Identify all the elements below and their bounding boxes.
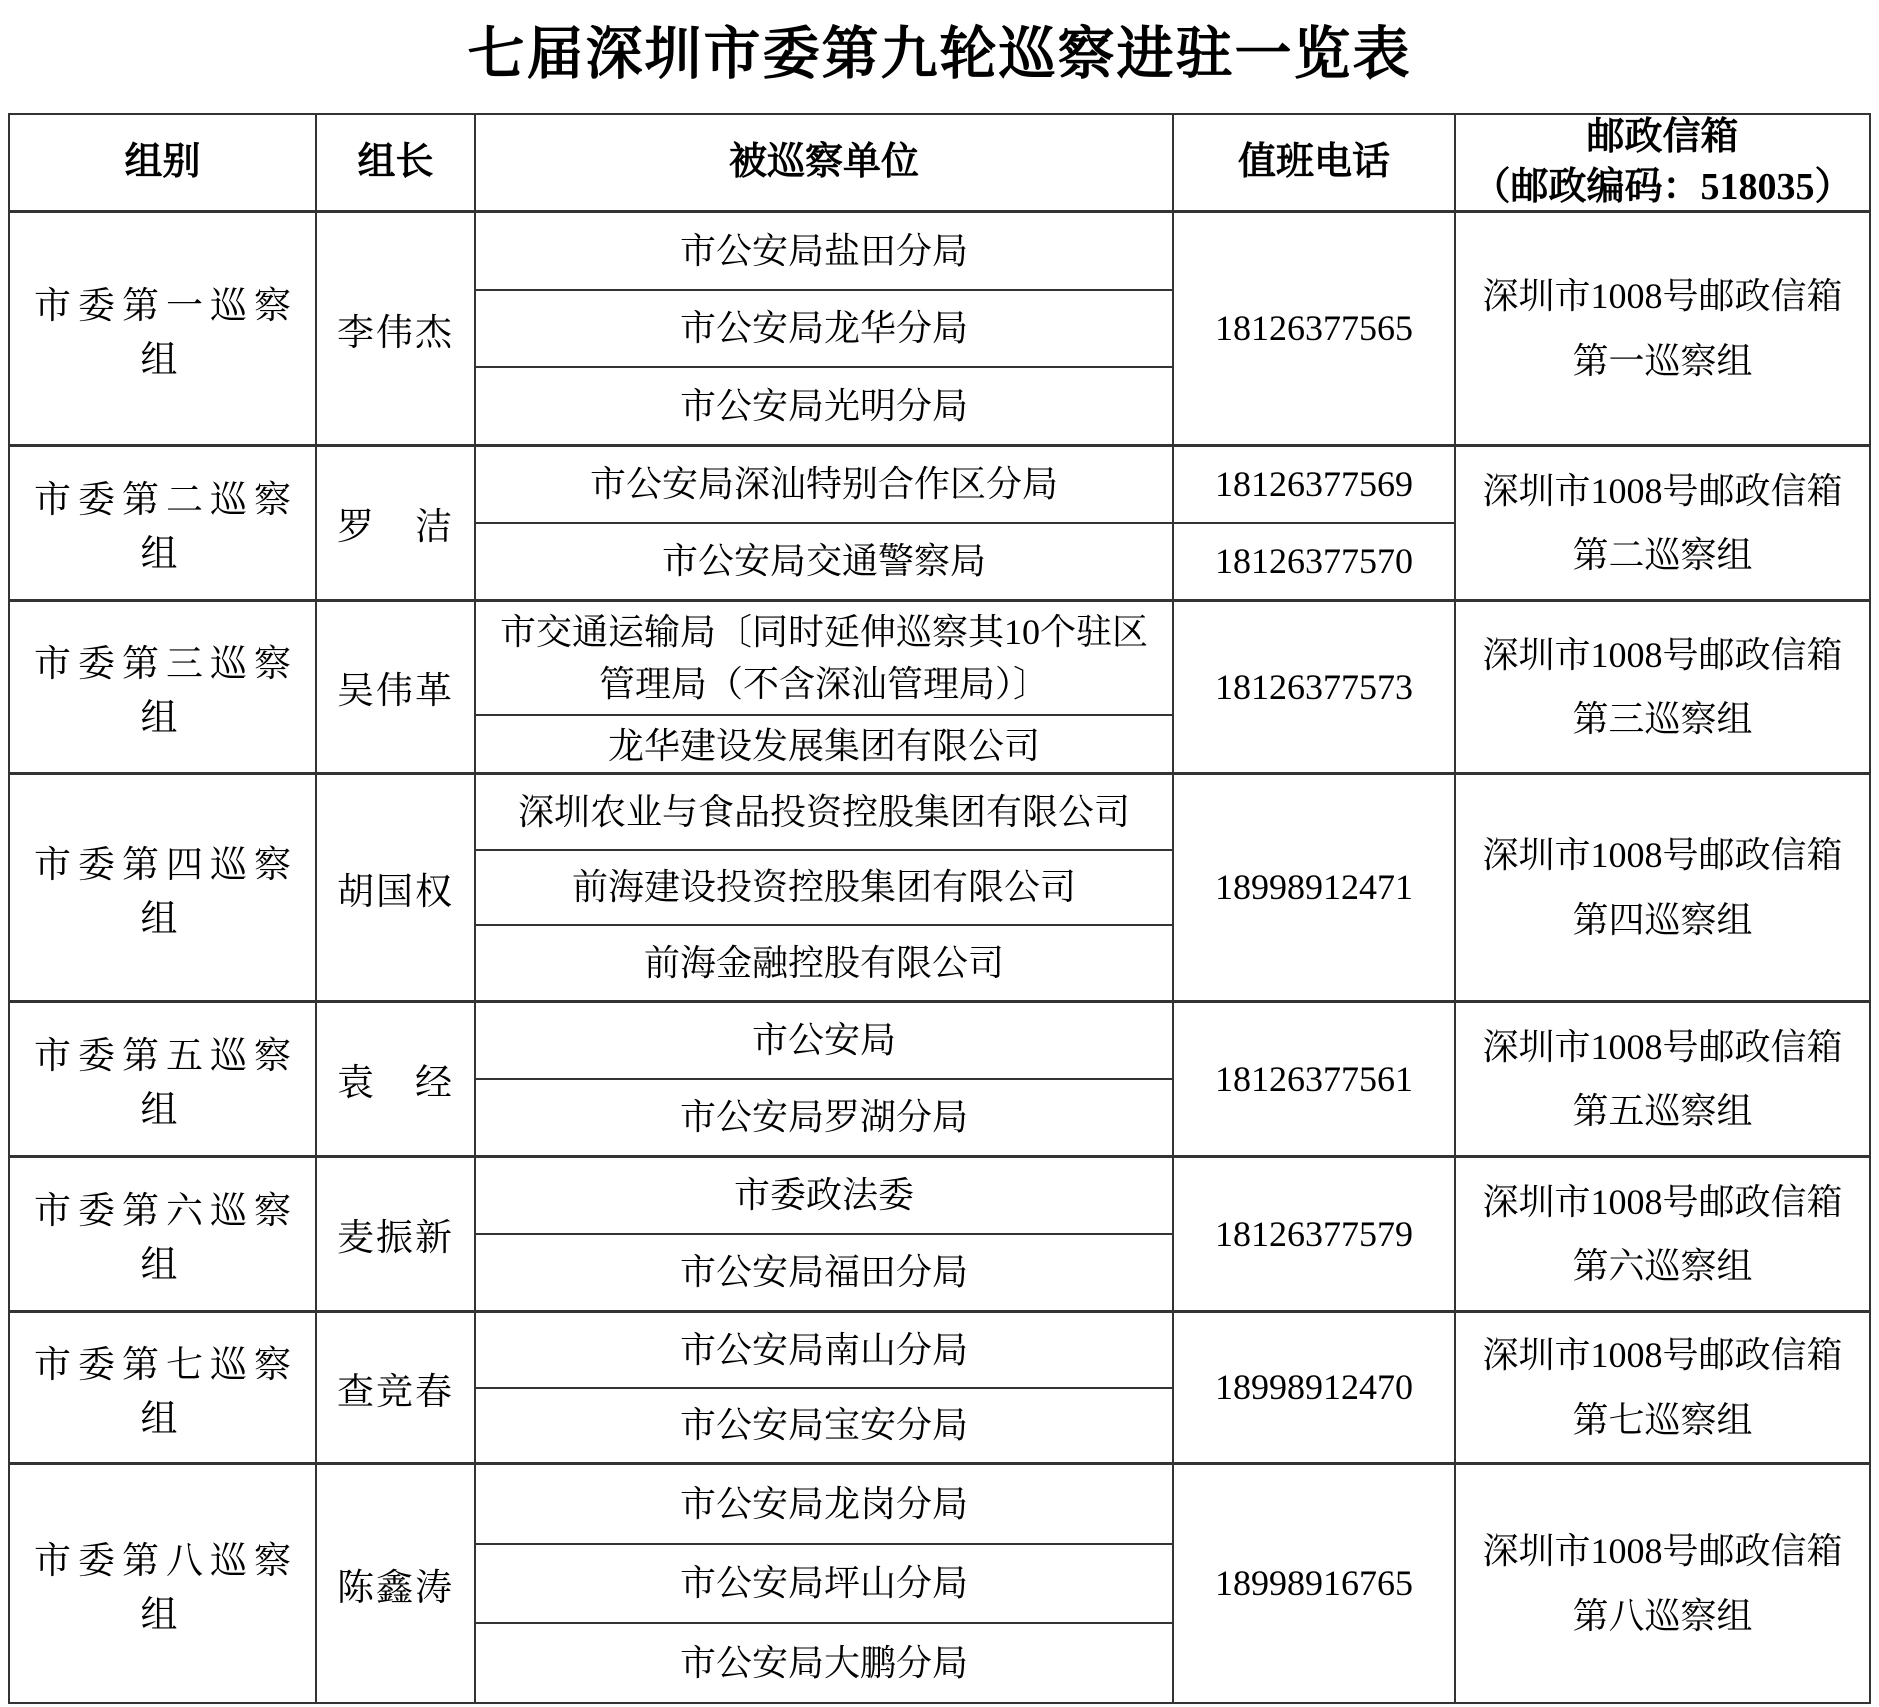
units-column [476, 1003, 1174, 1155]
table-row [10, 1310, 1869, 1462]
mailbox-line2: 第六巡察组 [1572, 1246, 1753, 1286]
unit-cell: 市交通运输局〔同时延伸巡察其10个驻区管理局（不含深汕管理局）〕 [499, 612, 1148, 705]
mailbox-line1: 深圳市1008号邮政信箱 [1482, 1531, 1843, 1572]
unit-cell: 市公安局深汕特别合作区分局 [589, 464, 1058, 505]
units-column [476, 447, 1174, 599]
phone-cell: 18998912470 [1215, 1367, 1413, 1408]
table-row [10, 444, 1869, 599]
header-units: 被巡察单位 [476, 115, 1174, 210]
unit-cell: 深圳农业与食品投资控股集团有限公司 [517, 791, 1130, 832]
page-title: 七届深圳市委第九轮巡察进驻一览表 [467, 23, 1412, 86]
mailbox-line1: 深圳市1008号邮政信箱 [1482, 1181, 1843, 1222]
units-column [476, 213, 1174, 444]
mailbox-cell [1456, 775, 1869, 1000]
unit-cell: 市公安局 [751, 1020, 896, 1061]
mailbox-line1: 深圳市1008号邮政信箱 [1482, 634, 1843, 675]
mailbox-cell [1456, 1158, 1869, 1310]
phone-cell: 18126377573 [1215, 666, 1413, 707]
mailbox-cell [1456, 602, 1869, 772]
unit-cell: 市委政法委 [733, 1175, 914, 1216]
mailbox-cell [1456, 1313, 1869, 1462]
leader-name-cell: 吴伟革 [317, 602, 476, 772]
table-row [10, 210, 1869, 444]
table-row [10, 599, 1869, 772]
leader-name-cell: 李伟杰 [317, 213, 476, 444]
phone-cell: 18126377570 [1174, 522, 1454, 599]
phone-cell: 18126377579 [1215, 1213, 1413, 1254]
units-column [476, 1313, 1174, 1462]
units-column [476, 775, 1174, 1000]
mailbox-line2: 第八巡察组 [1572, 1595, 1753, 1636]
mailbox-cell [1456, 213, 1869, 444]
group-name-cell: 市委第一巡察组 [10, 213, 317, 444]
leader-name-cell: 查竞春 [317, 1313, 476, 1462]
mailbox-line1: 深圳市1008号邮政信箱 [1482, 276, 1843, 317]
header-leader: 组长 [317, 115, 476, 210]
leader-name-cell: 罗 洁 [317, 447, 476, 599]
unit-cell: 龙华建设发展集团有限公司 [476, 714, 1172, 776]
mailbox-line2: 第二巡察组 [1572, 535, 1753, 575]
unit-cell: 市公安局龙岗分局 [679, 1483, 968, 1524]
mailbox-line2: 第四巡察组 [1572, 899, 1753, 940]
unit-cell: 市公安局罗湖分局 [476, 1078, 1172, 1155]
unit-cell: 市公安局龙华分局 [476, 289, 1172, 367]
leader-name-cell: 麦振新 [317, 1158, 476, 1310]
mailbox-line2: 第三巡察组 [1572, 699, 1753, 739]
phone-column [1174, 447, 1456, 599]
group-name-cell: 市委第七巡察组 [10, 1313, 317, 1462]
header-mailbox-line1: 邮政信箱 [1586, 116, 1739, 159]
header-group: 组别 [10, 115, 317, 210]
phone-column [1174, 1465, 1456, 1702]
group-name-cell: 市委第三巡察组 [10, 602, 317, 772]
phone-cell: 18998916765 [1215, 1563, 1413, 1604]
unit-cell: 市公安局福田分局 [476, 1233, 1172, 1310]
mailbox-line1: 深圳市1008号邮政信箱 [1482, 470, 1843, 511]
mailbox-cell [1456, 1003, 1869, 1155]
leader-name-cell: 胡国权 [317, 775, 476, 1000]
phone-column [1174, 602, 1456, 772]
table-row [10, 1000, 1869, 1155]
unit-cell: 前海金融控股有限公司 [476, 924, 1172, 1000]
table-row [10, 1155, 1869, 1310]
group-name-cell: 市委第八巡察组 [10, 1465, 317, 1702]
phone-column [1174, 1313, 1456, 1462]
leader-name-cell: 陈鑫涛 [317, 1465, 476, 1702]
unit-cell: 市公安局宝安分局 [476, 1387, 1172, 1463]
unit-cell: 市公安局大鹏分局 [476, 1622, 1172, 1702]
unit-cell: 市公安局坪山分局 [476, 1543, 1172, 1623]
units-column [476, 1158, 1174, 1310]
table-header-row [10, 115, 1869, 210]
mailbox-cell [1456, 447, 1869, 599]
mailbox-line2: 第五巡察组 [1572, 1091, 1753, 1131]
mailbox-line1: 深圳市1008号邮政信箱 [1482, 835, 1843, 876]
mailbox-line1: 深圳市1008号邮政信箱 [1482, 1026, 1843, 1067]
unit-cell: 市公安局光明分局 [476, 366, 1172, 444]
unit-cell: 市公安局南山分局 [679, 1329, 968, 1370]
units-column [476, 602, 1174, 772]
header-phone: 值班电话 [1174, 115, 1456, 210]
table-body [10, 210, 1869, 1702]
group-name-cell: 市委第四巡察组 [10, 775, 317, 1000]
mailbox-cell [1456, 1465, 1869, 1702]
group-name-cell: 市委第五巡察组 [10, 1003, 317, 1155]
phone-column [1174, 213, 1456, 444]
phone-cell: 18998912471 [1215, 867, 1413, 908]
group-name-cell: 市委第六巡察组 [10, 1158, 317, 1310]
phone-cell: 18126377569 [1215, 464, 1413, 505]
mailbox-line1: 深圳市1008号邮政信箱 [1482, 1335, 1843, 1376]
table-row [10, 1462, 1869, 1702]
mailbox-line2: 第一巡察组 [1572, 340, 1753, 381]
leader-name-cell: 袁 经 [317, 1003, 476, 1155]
phone-column [1174, 1158, 1456, 1310]
phone-cell: 18126377561 [1215, 1058, 1413, 1099]
unit-cell: 前海建设投资控股集团有限公司 [476, 849, 1172, 925]
phone-cell: 18126377565 [1215, 308, 1413, 349]
phone-column [1174, 1003, 1456, 1155]
group-name-cell: 市委第二巡察组 [10, 447, 317, 599]
table-row [10, 772, 1869, 1000]
header-mailbox-line2: （邮政编码：518035） [1472, 165, 1853, 208]
units-column [476, 1465, 1174, 1702]
phone-column [1174, 775, 1456, 1000]
unit-cell: 市公安局交通警察局 [476, 522, 1172, 599]
unit-cell: 市公安局盐田分局 [679, 230, 968, 271]
mailbox-line2: 第七巡察组 [1572, 1399, 1753, 1440]
inspection-table [8, 113, 1871, 1704]
header-mailbox [1456, 115, 1869, 210]
